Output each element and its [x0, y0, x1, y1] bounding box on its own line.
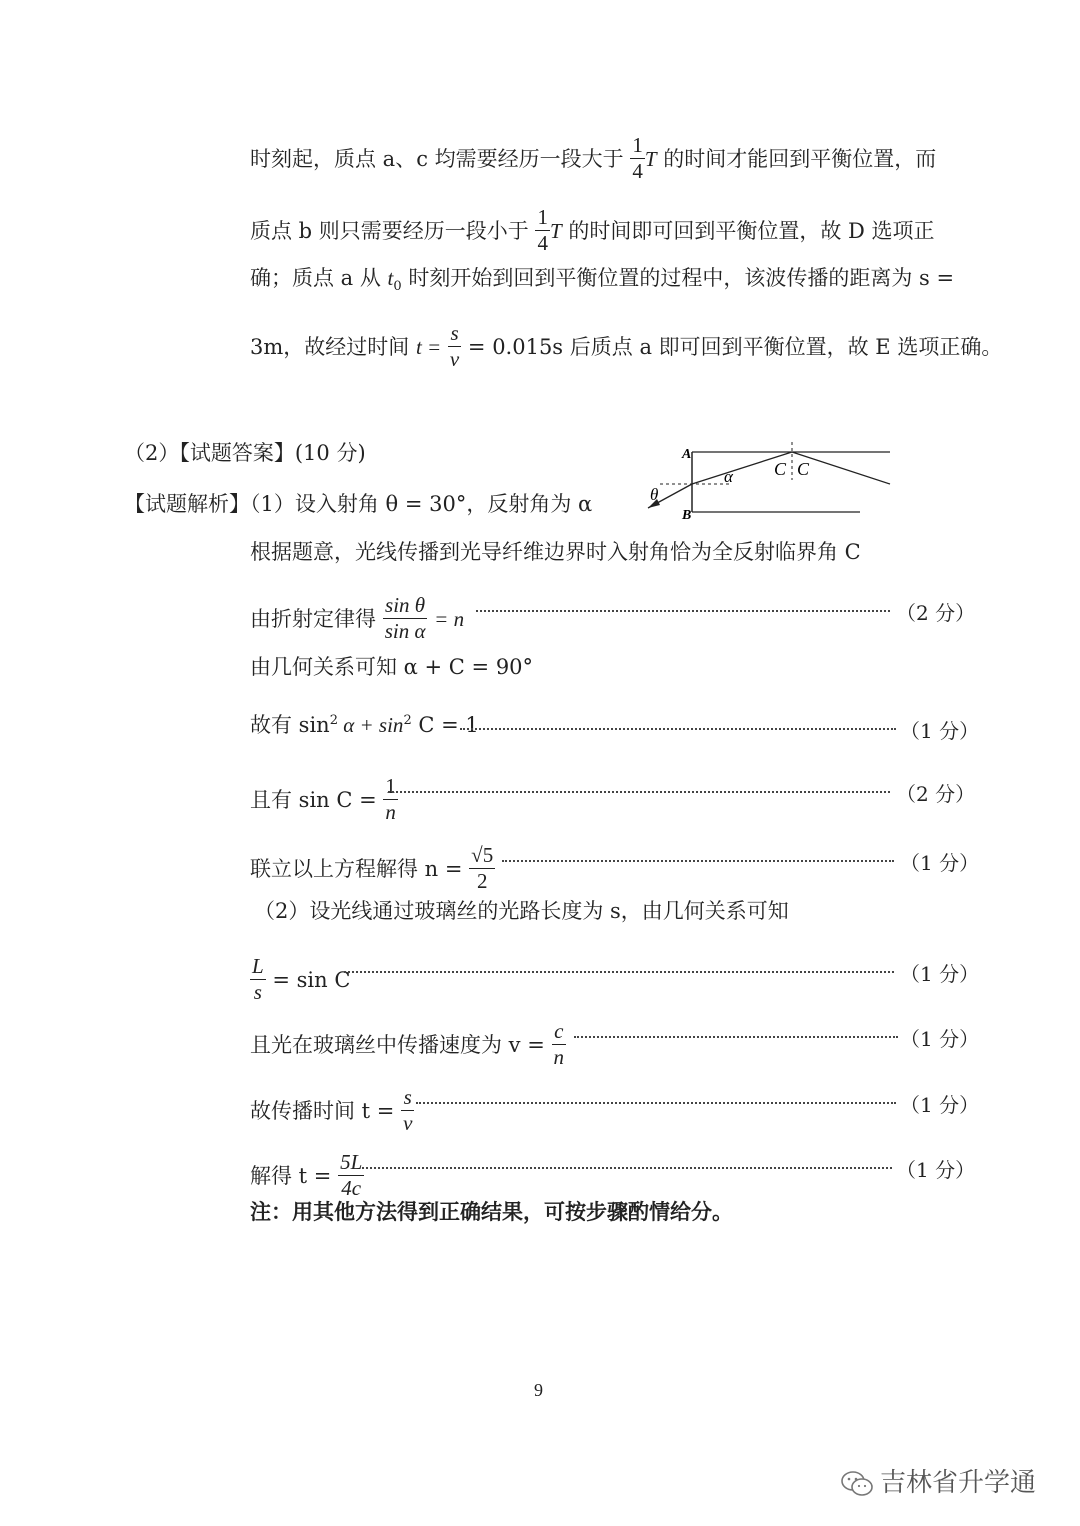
leader-i: [416, 1102, 896, 1104]
page-number: 9: [534, 1380, 543, 1400]
line-c: 由几何关系可知 α + C = 90°: [250, 655, 534, 679]
leader-f: [502, 860, 894, 862]
label-b: B: [682, 508, 692, 523]
para1-line3: 确；质点 a 从 $t_0$ 时刻开始到回到平衡位置的过程中，该波传播的距离为 s =: [250, 266, 955, 295]
leader-j: [362, 1167, 892, 1169]
q2-heading: （2）【试题答案】(10 分): [124, 441, 366, 465]
score-e: （2 分）: [896, 782, 976, 806]
line-j: 解得 t = $\frac{5L}{4c}$: [250, 1150, 363, 1201]
score-b: （2 分）: [896, 601, 976, 625]
fiber-diagram: [640, 440, 900, 525]
score-j: （1 分）: [896, 1158, 976, 1182]
label-theta: θ: [650, 485, 659, 504]
leader-h: [574, 1036, 898, 1038]
step2: （2）设光线通过玻璃丝的光路长度为 s，由几何关系可知: [254, 899, 789, 923]
watermark: 吉林省升学通: [840, 1462, 1036, 1499]
line-a: 根据题意，光线传播到光导纤维边界时入射角恰为全反射临界角 C: [250, 540, 861, 564]
score-h: （1 分）: [900, 1027, 980, 1051]
line-g: $\frac{L}{s}$ = sin C: [252, 954, 351, 1005]
score-f: （1 分）: [900, 851, 980, 875]
leader-e: [388, 791, 890, 793]
para1-line1: 时刻起，质点 a、c 均需要经历一段大于 $\frac{1}{4}$ T 的时间才能回到平衡位置，而: [250, 133, 937, 184]
label-c2: C: [797, 459, 810, 479]
line-h: 且光在玻璃丝中传播速度为 v = $\frac{c}{n}$: [250, 1019, 564, 1070]
line-d: 故有 $\sin^2 \alpha + \sin^2 C = 1$: [250, 713, 479, 737]
score-d: （1 分）: [900, 719, 980, 743]
leader-g: [344, 971, 894, 973]
score-g: （1 分）: [900, 962, 980, 986]
leader-d: [460, 728, 896, 730]
q2-analysis: 【试题解析】（1）设入射角 θ = 30°，反射角为 α: [124, 492, 593, 516]
line-b: 由折射定律得 $\frac{\text{sin θ}}{\text{sin α}}$ = n: [250, 593, 465, 644]
para1-line2: 质点 b 则只需要经历一段小于 $\frac{1}{4}$ T 的时间即可回到平衡位置，故 D 选项正: [250, 205, 935, 256]
line-e: 且有 sin C = $\frac{1}{n}$: [250, 774, 396, 825]
score-i: （1 分）: [900, 1093, 980, 1117]
label-alpha: α: [724, 467, 733, 486]
line-f: 联立以上方程解得 n = $\frac{√5}{2}$: [250, 843, 494, 894]
note: 注：用其他方法得到正确结果，可按步骤酌情给分。: [250, 1200, 733, 1224]
line-i: 故传播时间 t = $\frac{s}{v}$: [250, 1085, 413, 1136]
label-a: A: [682, 447, 692, 462]
para1-line4: 3m，故经过时间 t = $\frac{s}{v}$ = 0.015s 后质点 a 即可回到平衡位置，故 E 选项正确。: [250, 321, 1003, 372]
leader-b: [476, 610, 890, 612]
label-c1: C: [774, 459, 787, 479]
wechat-icon: [840, 1470, 874, 1498]
